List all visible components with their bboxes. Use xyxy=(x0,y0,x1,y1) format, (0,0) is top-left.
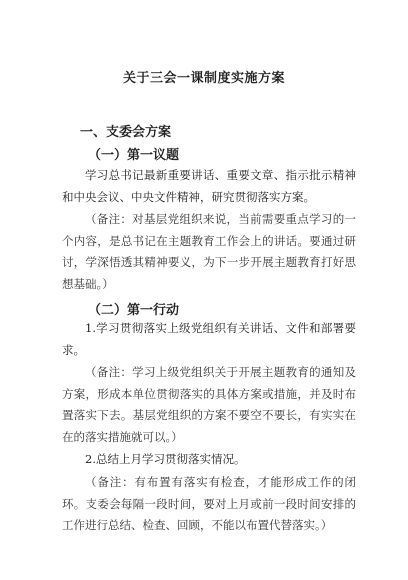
section-heading-committee-plan: 一、支委会方案 xyxy=(80,125,172,140)
document-title: 关于三会一课制度实施方案 xyxy=(122,71,285,86)
subsection-heading-first-topic: （一）第一议题 xyxy=(88,148,180,163)
paragraph-note-1: （备注：对基层党组织来说，当前需要重点学习的一个内容，是总书记在主题教育工作会上的讲话。要通过研讨，学深悟透其精神要义，为下一步开展主题教育打好思想基础。） xyxy=(62,212,356,291)
paragraph-note-2: （备注：学习上级党组织关于开展主题教育的通知及方案，形成本单位贯彻落实的具体方案或措施，并及时布置落实下去。基层党组织的方案不要空不要长，有实实在在的落实措施就可以。） xyxy=(62,365,356,444)
paragraph-item-2: 2.总结上月学习贯彻落实情况。 xyxy=(85,452,246,466)
subsection-heading-first-action: （二）第一行动 xyxy=(88,303,180,318)
paragraph-study-content: 学习总书记最新重要讲话、重要文章、指示批示精神和中央会议、中央文件精神，研究贯彻落实方案。 xyxy=(62,168,356,204)
paragraph-item-1: 1.学习贯彻落实上级党组织有关讲话、文件和部署要求。 xyxy=(62,321,356,357)
paragraph-note-3: （备注：有布置有落实有检查，才能形成工作的闭环。支委会每隔一段时间，要对上月或前一段时间安排的工作进行总结、检查、回顾，不能以布置代替落实。） xyxy=(62,475,356,532)
